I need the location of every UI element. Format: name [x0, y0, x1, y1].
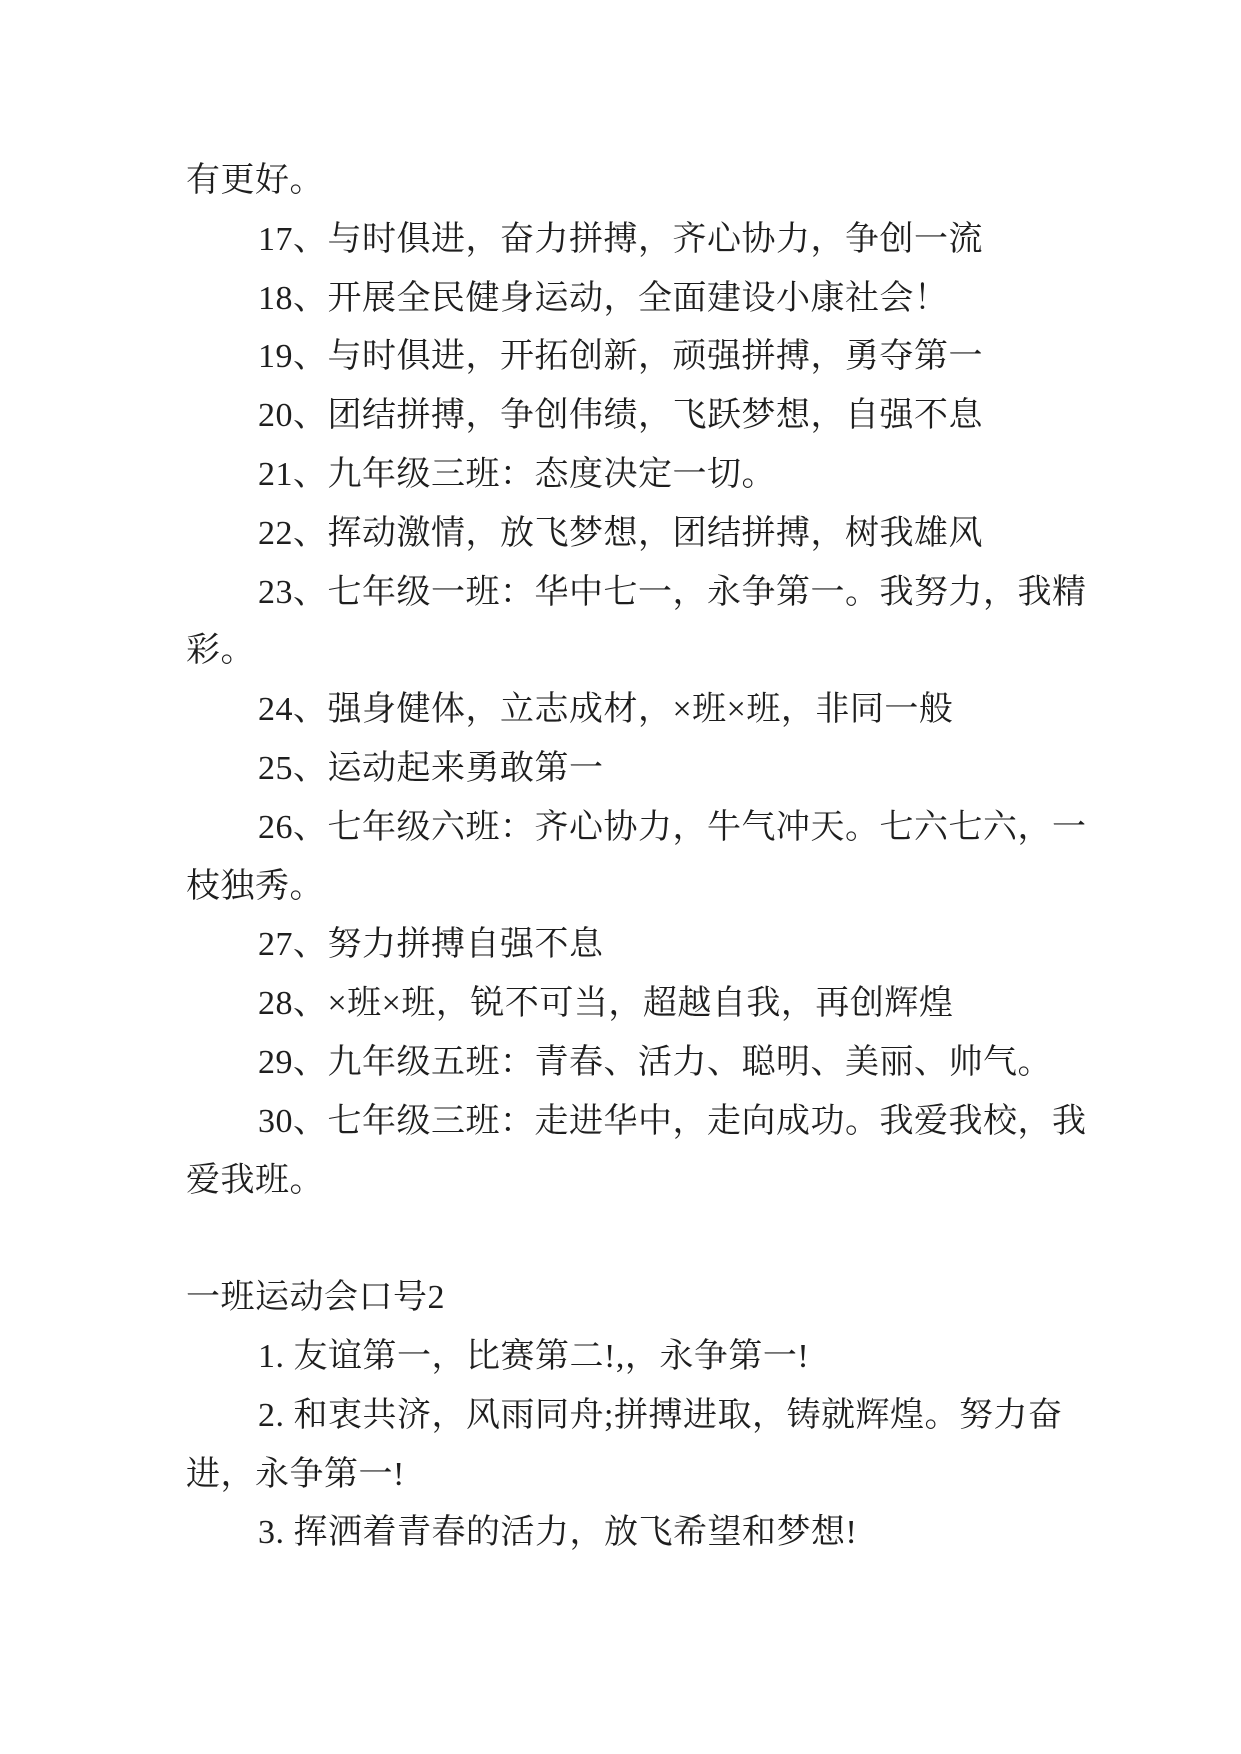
text-line: 有更好。 — [186, 162, 324, 199]
text-line: 29、九年级五班：青春、活力、聪明、美丽、帅气。 — [258, 1043, 1052, 1081]
text-line: 23、七年级一班：华中七一，永争第一。我努力，我精 — [258, 573, 1087, 611]
text-line: 21、九年级三班：态度决定一切。 — [258, 455, 776, 493]
text-line: 30、七年级三班：走进华中，走向成功。我爱我校，我 — [258, 1102, 1087, 1140]
text-line: 进，永争第一! — [186, 1455, 405, 1493]
text-line: 2. 和衷共济，风雨同舟;拼搏进取，铸就辉煌。努力奋 — [258, 1396, 1063, 1434]
text-line: 24、强身健体，立志成材，×班×班，非同一般 — [258, 691, 954, 729]
blank-line — [186, 1210, 1086, 1269]
text-line: 爱我班。 — [186, 1161, 324, 1199]
text-line: 1. 友谊第一，比赛第二!,，永争第一! — [258, 1337, 810, 1375]
text-line: 彩。 — [186, 632, 255, 670]
text-line: 3. 挥洒着青春的活力，放飞希望和梦想! — [258, 1514, 858, 1552]
text-line: 枝独秀。 — [186, 867, 324, 905]
text-line: 22、挥动激情，放飞梦想，团结拼搏，树我雄风 — [258, 514, 983, 552]
text-line: 17、与时俱进，奋力拼搏，齐心协力，争创一流 — [258, 220, 983, 258]
text-line: 25、运动起来勇敢第一 — [258, 749, 604, 787]
text-line: 19、与时俱进，开拓创新，顽强拼搏，勇夺第一 — [258, 338, 983, 376]
document-body — [186, 152, 1086, 1563]
text-line: 20、团结拼搏，争创伟绩，飞跃梦想，自强不息 — [258, 397, 983, 435]
text-line: 27、努力拼搏自强不息 — [258, 926, 604, 964]
text-line: 28、×班×班，锐不可当，超越自我，再创辉煌 — [258, 985, 954, 1023]
text-line: 26、七年级六班：齐心协力，牛气冲天。七六七六，一 — [258, 808, 1087, 846]
text-line: 18、开展全民健身运动，全面建设小康社会！ — [258, 279, 949, 317]
section-heading: 一班运动会口号2 — [186, 1279, 445, 1317]
